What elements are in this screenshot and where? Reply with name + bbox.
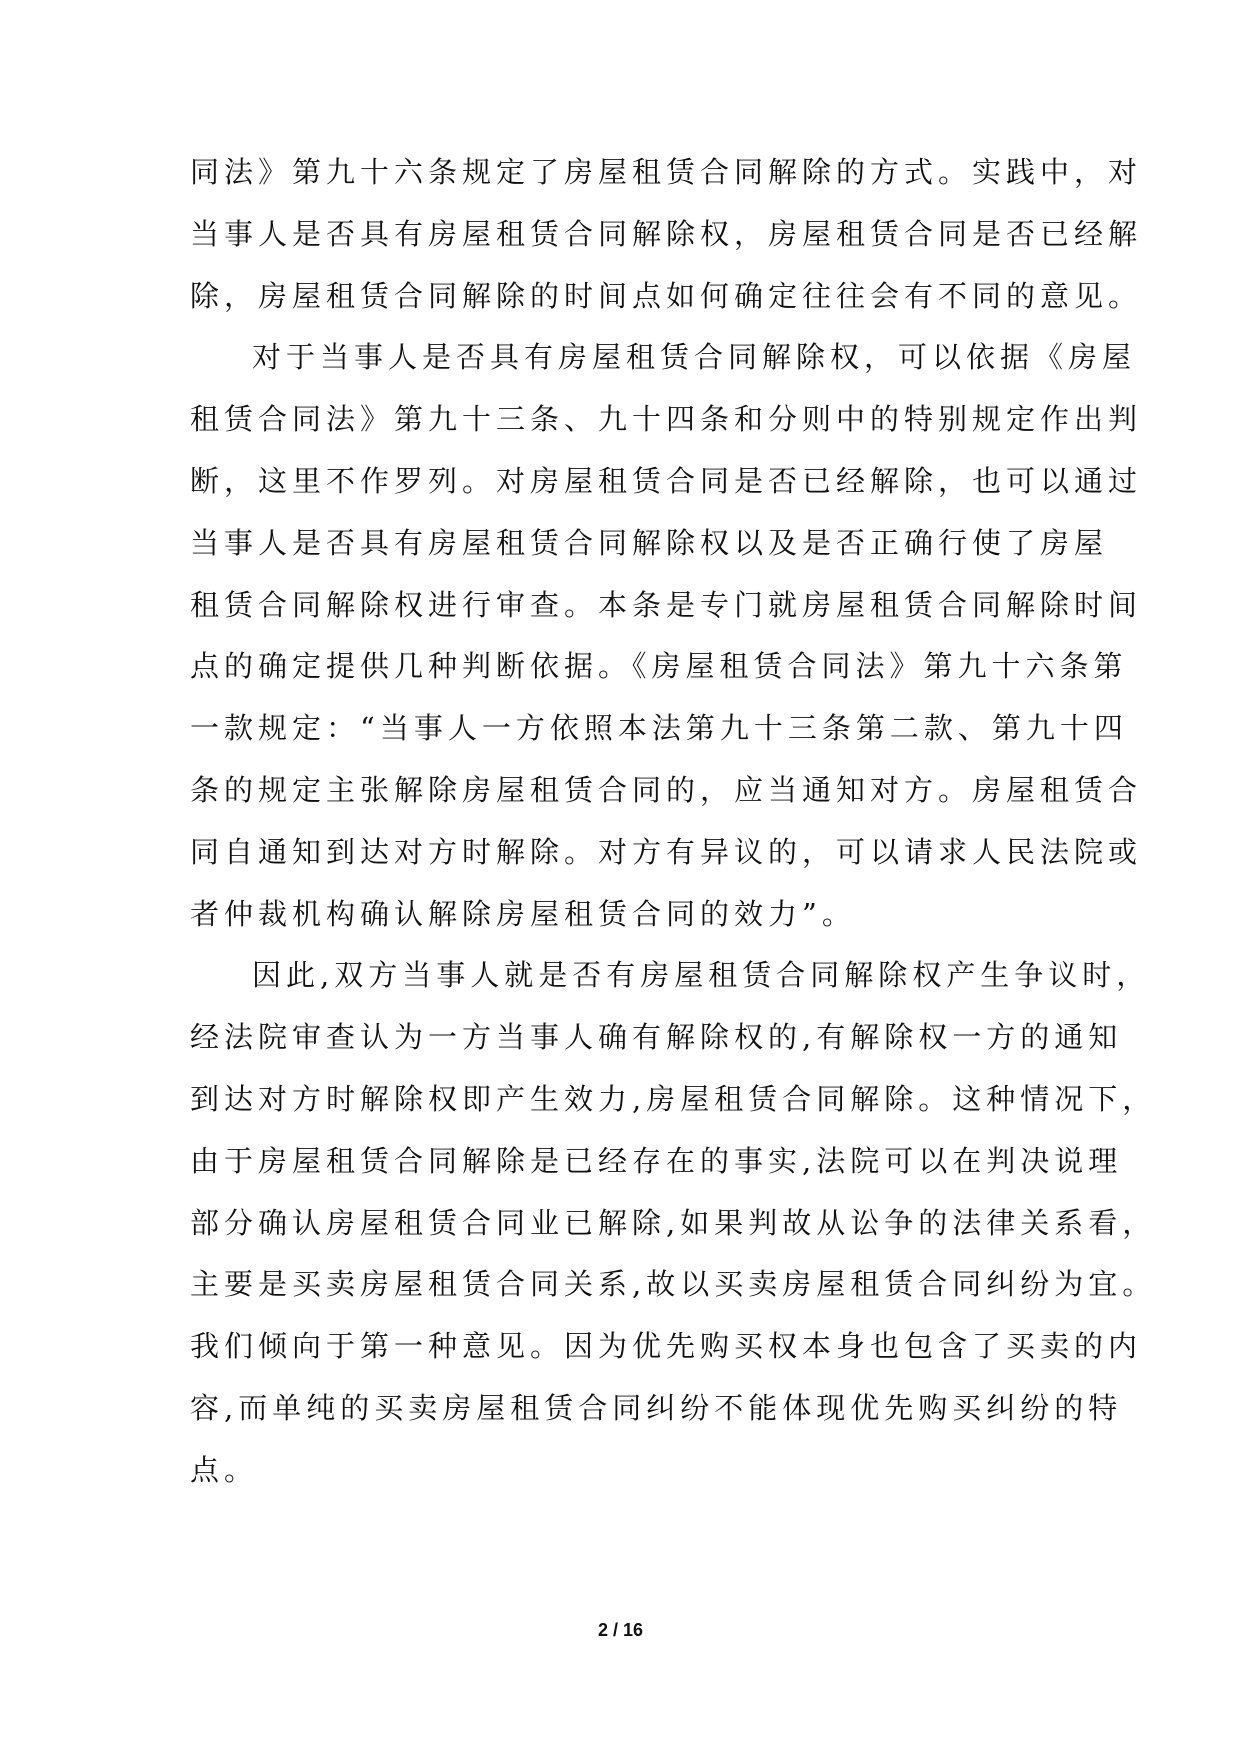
text-line: 同自通知到达对方时解除。对方有异议的，可以请求人民法院或 <box>190 834 1143 869</box>
text-line: 主要是买卖房屋租赁合同关系,故以买卖房屋租赁合同纠纷为宜。 <box>190 1267 1157 1302</box>
text-line: 由于房屋租赁合同解除是已经存在的事实,法院可以在判决说理 <box>190 1143 1123 1178</box>
text-line: 因此,双方当事人就是否有房屋租赁合同解除权产生争议时， <box>252 958 1151 993</box>
text-line: 租赁合同解除权进行审查。本条是专门就房屋租赁合同解除时间 <box>190 587 1143 622</box>
text-line: 同法》第九十六条规定了房屋租赁合同解除的方式。实践中，对 <box>190 155 1143 189</box>
text-line: 除，房屋租赁合同解除的时间点如何确定往往会有不同的意见。 <box>190 278 1143 313</box>
text-line: 断，这里不作罗列。对房屋租赁合同是否已经解除，也可以通过 <box>190 463 1143 498</box>
text-line: 一款规定：“当事人一方依照本法第九十三条第二款、第九十四 <box>190 711 1128 746</box>
text-line: 当事人是否具有房屋租赁合同解除权，房屋租赁合同是否已经解 <box>190 216 1143 251</box>
page-number: 2 / 16 <box>597 1620 644 1640</box>
text-line: 点的确定提供几种判断依据。《房屋租赁合同法》第九十六条第 <box>190 649 1128 684</box>
text-line: 容,而单纯的买卖房屋租赁合同纠纷不能体现优先购买纠纷的特 <box>190 1390 1123 1425</box>
text-line: 者仲裁机构确认解除房屋租赁合同的效力”。 <box>190 896 856 931</box>
text-line: 点。 <box>190 1452 259 1487</box>
text-line: 我们倾向于第一种意见。因为优先购买权本身也包含了买卖的内 <box>190 1329 1143 1364</box>
document-body <box>190 142 1157 1502</box>
text-line: 经法院审查认为一方当事人确有解除权的,有解除权一方的通知 <box>190 1020 1123 1055</box>
text-line: 到达对方时解除权即产生效力,房屋租赁合同解除。这种情况下， <box>190 1081 1157 1116</box>
text-line: 对于当事人是否具有房屋租赁合同解除权，可以依据《房屋 <box>252 340 1137 375</box>
text-line: 部分确认房屋租赁合同业已解除,如果判故从讼争的法律关系看， <box>190 1205 1157 1240</box>
text-line: 租赁合同法》第九十三条、九十四条和分则中的特别规定作出判 <box>190 402 1143 437</box>
text-line: 条的规定主张解除房屋租赁合同的，应当通知对方。房屋租赁合 <box>190 772 1143 807</box>
text-line: 当事人是否具有房屋租赁合同解除权以及是否正确行使了房屋 <box>190 525 1109 560</box>
